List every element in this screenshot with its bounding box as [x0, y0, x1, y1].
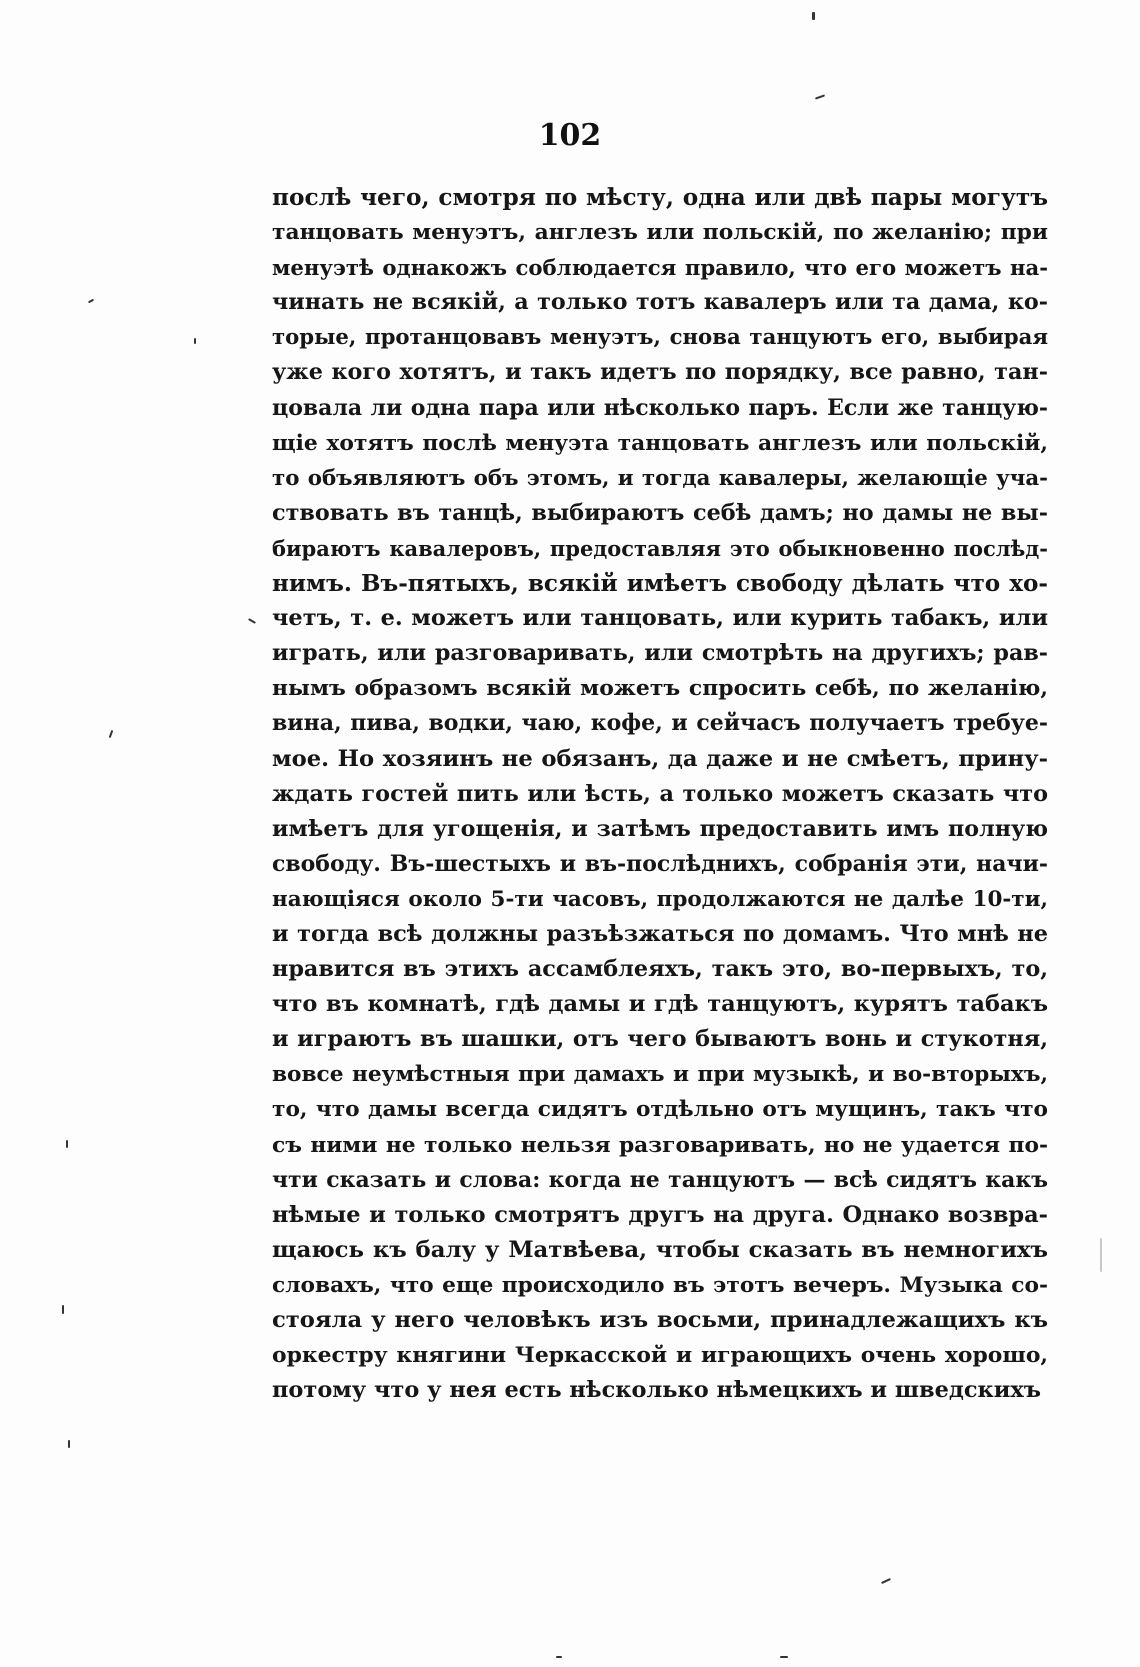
text-line: вина, пива, водки, чаю, кофе, и сейчасъ получаетъ требуе- [272, 710, 1048, 737]
text-line: оркестру княгини Черкасской и играющихъ очень хорошо, [272, 1342, 1048, 1369]
text-line: и играютъ въ шашки, отъ чего бываютъ вонь и стукотня, [272, 1026, 1048, 1053]
page-number: 102 [538, 118, 602, 153]
text-line: щаюсь къ балу у Матвѣева, чтобы сказать въ немногихъ [272, 1236, 1048, 1263]
text-line: нравится въ этихъ ассамблеяхъ, такъ это, во-первыхъ, то, [272, 956, 1048, 983]
text-line: съ ними не только нельзя разговаривать, но не удается по- [272, 1132, 1048, 1158]
text-line: цовала ли одна пара или нѣсколько паръ. Если же танцую- [272, 394, 1048, 421]
text-line: торые, протанцовавъ менуэтъ, снова танцуютъ его, выбирая [272, 325, 1048, 351]
body-text [272, 180, 1048, 1408]
text-line: нѣмые и только смотрятъ другъ на друга. Однако возвра- [272, 1201, 1048, 1228]
scan-speck [88, 299, 94, 304]
text-line: имѣетъ для угощенія, и затѣмъ предоставить имъ полную [272, 815, 1048, 842]
text-line: чинать не всякій, а только тотъ кавалеръ или та дама, ко- [272, 289, 1048, 316]
scan-speck [881, 1578, 891, 1584]
text-line: играть, или разговаривать, или смотрѣть на другихъ; рав- [272, 640, 1048, 667]
text-line: четъ, т. е. можетъ или танцовать, или курить табакъ, или [272, 605, 1048, 632]
text-line: бираютъ кавалеровъ, предоставляя это обыкновенно послѣд- [272, 535, 1048, 561]
scan-speck [62, 1305, 64, 1314]
scan-speck [68, 1440, 70, 1448]
scan-speck [248, 618, 256, 624]
scan-speck [1100, 1238, 1102, 1272]
text-line: потому что у нея есть нѣсколько нѣмецкихъ и шведскихъ [272, 1377, 1042, 1404]
text-line: то объявляютъ объ этомъ, и тогда кавалеры, желающіе уча- [272, 465, 1048, 491]
text-line: что въ комнатѣ, гдѣ дамы и гдѣ танцуютъ, курятъ табакъ [272, 991, 1048, 1018]
text-line: ствовать въ танцѣ, выбираютъ себѣ дамъ; но дамы не вы- [272, 499, 1048, 526]
text-line: мое. Но хозяинъ не обязанъ, да даже и не смѣетъ, прину- [272, 745, 1048, 772]
scan-speck [815, 94, 825, 99]
text-line: то, что дамы всегда сидятъ отдѣльно отъ мущинъ, такъ что [272, 1097, 1048, 1123]
text-line: послѣ чего, смотря по мѣсту, одна или двѣ пары могутъ [272, 184, 1048, 211]
text-line: щіе хотятъ послѣ менуэта танцовать англезъ или польскій, [272, 430, 1048, 456]
text-line: нимъ. Въ-пятыхъ, всякій имѣетъ свободу дѣлать что хо- [272, 570, 1048, 598]
scan-speck [780, 1656, 788, 1658]
text-line: танцовать менуэтъ, англезъ или польскій, по желанію; при [272, 220, 1048, 246]
text-line: вовсе неумѣстныя при дамахъ и при музыкѣ, и во-вторыхъ, [272, 1062, 1048, 1088]
scan-speck [556, 1656, 562, 1658]
text-line: нымъ образомъ всякій можетъ спросить себѣ, по желанію, [272, 675, 1048, 702]
text-line: чти сказать и слова: когда не танцуютъ — всѣ сидятъ какъ [272, 1166, 1048, 1193]
text-line: ждать гостей пить или ѣсть, а только можетъ сказать что [272, 780, 1048, 807]
scan-speck [812, 12, 815, 20]
text-line: и тогда всѣ должны разъѣзжаться по домамъ. Что мнѣ не [272, 920, 1048, 947]
text-line: нающіяся около 5-ти часовъ, продолжаются не далѣе 10-ти, [272, 886, 1048, 912]
text-line: менуэтѣ однакожъ соблюдается правило, что его можетъ на- [272, 255, 1048, 281]
text-line: словахъ, что еще происходило въ этотъ вечеръ. Музыка со- [272, 1272, 1048, 1298]
scan-speck [109, 730, 114, 738]
scan-speck [66, 1140, 68, 1148]
text-line: стояла у него человѣкъ изъ восьми, принадлежащихъ къ [272, 1307, 1048, 1333]
scan-speck [194, 338, 196, 344]
text-line: свободу. Въ-шестыхъ и въ-послѣднихъ, собранія эти, начи- [272, 850, 1048, 877]
text-line: уже кого хотятъ, и такъ идетъ по порядку, все равно, тан- [272, 359, 1048, 386]
